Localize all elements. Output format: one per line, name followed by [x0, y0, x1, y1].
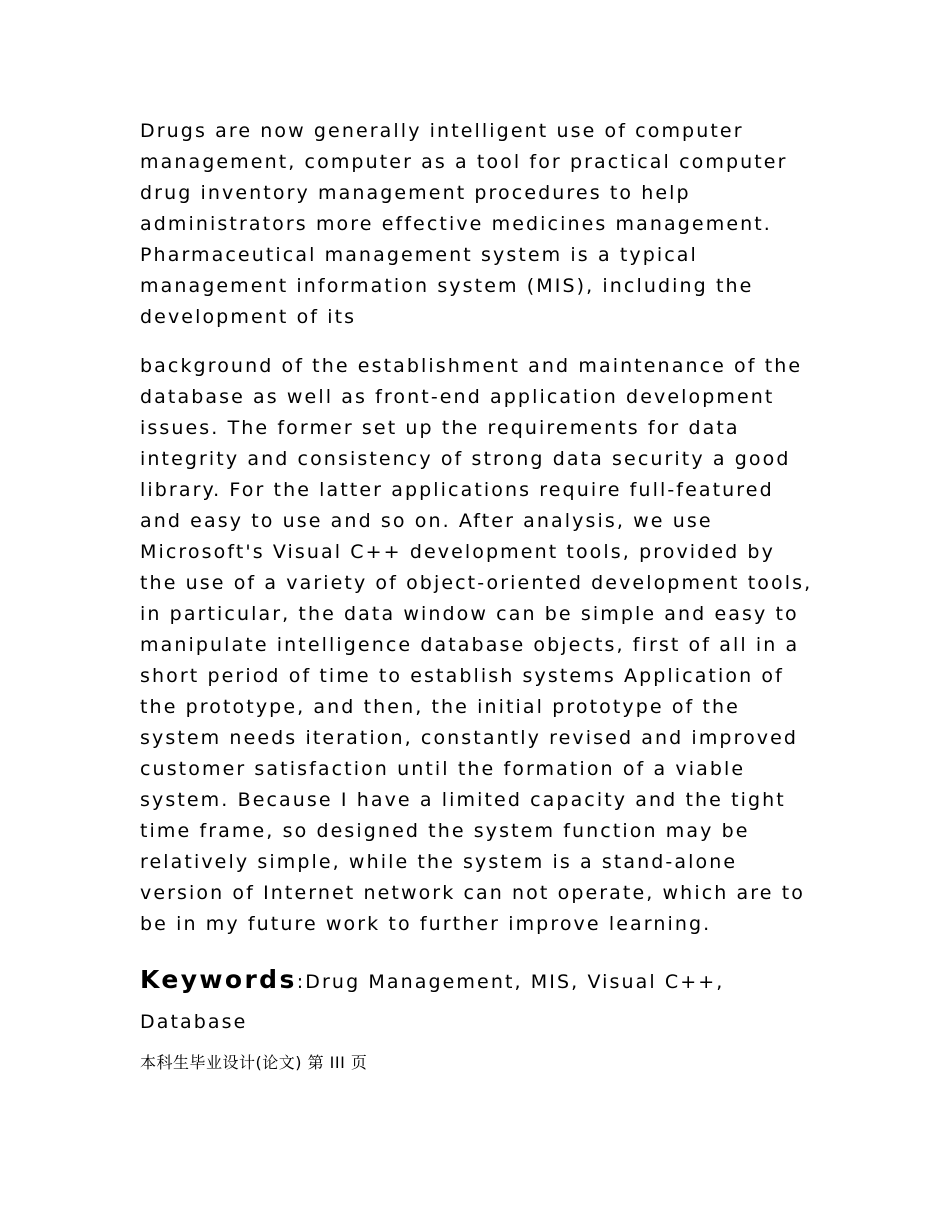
- keywords-separator: :: [296, 971, 306, 993]
- page-footer: 本科生毕业设计(论文) 第 III 页: [140, 1053, 368, 1072]
- page-content: [140, 116, 820, 1074]
- abstract-paragraph-2: background of the establishment and maintenance of the database as well as front-end application development issues. The former set up the requirements for data integrity and consistency of strong data security a good library. For the latter applications require full-featured and easy to use and so on. After analysis, we use Microsoft's Visual C++ development tools, provided by the use of a variety of object-oriented development tools, in particular, the data window can be simple and easy to manipulate intelligence database objects, first of all in a short period of time to establish systems Application of the prototype, and then, the initial prototype of the system needs iteration, constantly revised and improved customer satisfaction until the formation of a viable system. Because I have a limited capacity and the tight time frame, so designed the system function may be relatively simple, while the system is a stand-alone version of Internet network can not operate, which are to be in my future work to further improve learning.: [140, 355, 813, 935]
- keywords-section: [140, 960, 820, 1042]
- abstract-paragraph-1: Drugs are now generally intelligent use of computer management, computer as a tool for practical computer drug inventory management procedures to help administrators more effective medicines management. Pharmaceutical management system is a typical management information system (MIS), including the development of its: [140, 120, 788, 328]
- keywords-label: Keywords: [140, 965, 297, 994]
- keywords-text: Drug Management, MIS, Visual C++, Database: [140, 971, 725, 1033]
